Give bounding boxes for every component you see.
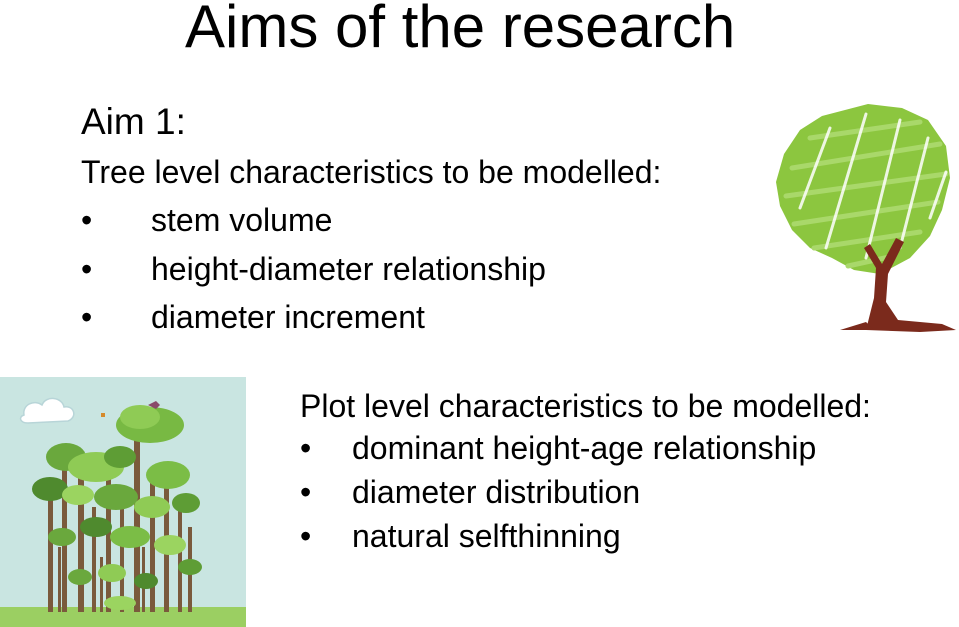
tree-icon	[770, 98, 956, 334]
list-item-text: diameter distribution	[352, 474, 641, 510]
list-item-text: stem volume	[151, 202, 333, 238]
aim-label: Aim 1:	[81, 101, 186, 142]
forest-icon	[0, 377, 246, 627]
bullet: •	[81, 202, 93, 238]
list-item-text: height-diameter relationship	[151, 250, 546, 287]
bullet: •	[300, 518, 312, 554]
bullet: •	[81, 299, 93, 335]
bullet: •	[300, 474, 312, 510]
list-item-text: natural selfthinning	[352, 518, 621, 554]
list-item-text: dominant height-age relationship	[352, 430, 817, 466]
bullet: •	[81, 250, 93, 287]
slide-title: Aims of the research	[185, 0, 736, 60]
bullet: •	[300, 430, 312, 466]
list-item-text: diameter increment	[151, 299, 425, 335]
tree-level-heading: Tree level characteristics to be modelled:	[81, 154, 662, 190]
plot-level-heading: Plot level characteristics to be modelled:	[300, 388, 871, 424]
